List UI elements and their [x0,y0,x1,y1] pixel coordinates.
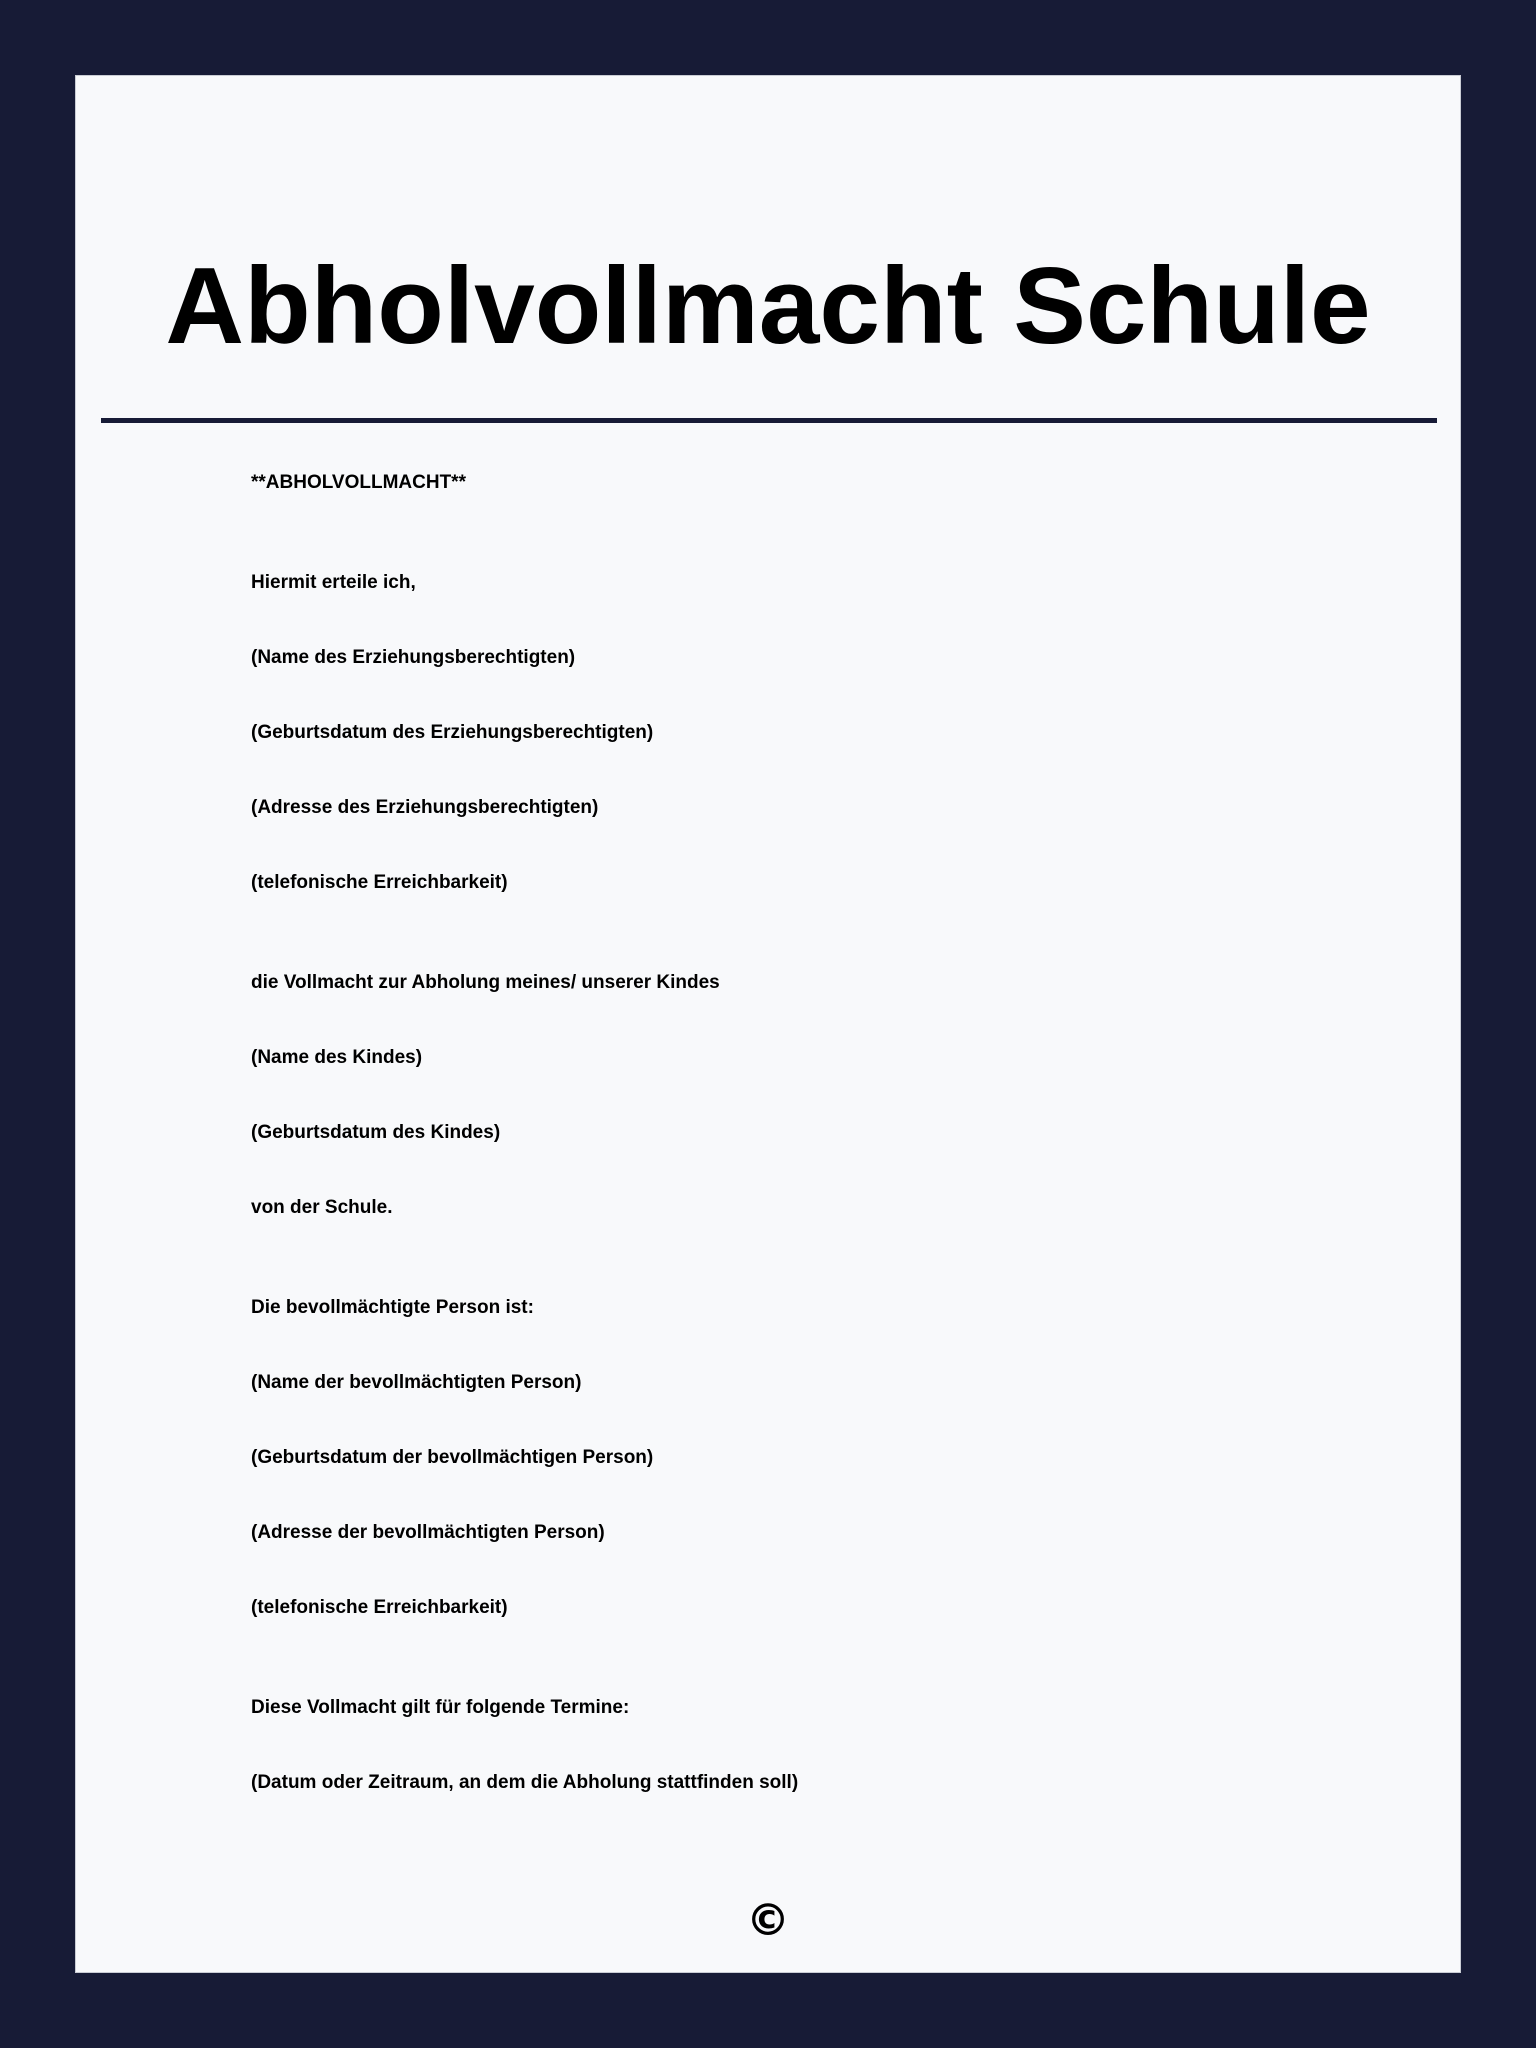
guardian-phone-placeholder: (telefonische Erreichbarkeit) [251,872,508,893]
title-divider [101,418,1437,423]
authorized-phone-placeholder: (telefonische Erreichbarkeit) [251,1597,508,1618]
guardian-name-placeholder: (Name des Erziehungsberechtigten) [251,647,576,668]
guardian-address-placeholder: (Adresse des Erziehungsberechtigten) [251,797,599,818]
authorized-address-placeholder: (Adresse der bevollmächtigten Person) [251,1522,605,1543]
guardian-birthdate-placeholder: (Geburtsdatum des Erziehungsberechtigten) [251,722,654,743]
authorized-name-placeholder: (Name der bevollmächtigten Person) [251,1372,582,1393]
date-range-placeholder: (Datum oder Zeitraum, an dem die Abholung stattfinden soll) [251,1772,799,1793]
heading-abholvollmacht: **ABHOLVOLLMACHT** [251,472,466,493]
copyright-icon: © [746,1895,790,1946]
validity-heading: Diese Vollmacht gilt für folgende Termine: [251,1697,630,1718]
document-page [75,75,1461,1973]
intro-line: Hiermit erteile ich, [251,572,416,593]
document-title: Abholvollmacht Schule [165,245,1371,367]
authorized-birthdate-placeholder: (Geburtsdatum der bevollmächtigen Person) [251,1447,654,1468]
authorized-person-heading: Die bevollmächtigte Person ist: [251,1297,534,1318]
authorization-line: die Vollmacht zur Abholung meines/ unserer Kindes [251,972,720,993]
from-school-line: von der Schule. [251,1197,393,1218]
child-birthdate-placeholder: (Geburtsdatum des Kindes) [251,1122,501,1143]
child-name-placeholder: (Name des Kindes) [251,1047,423,1068]
